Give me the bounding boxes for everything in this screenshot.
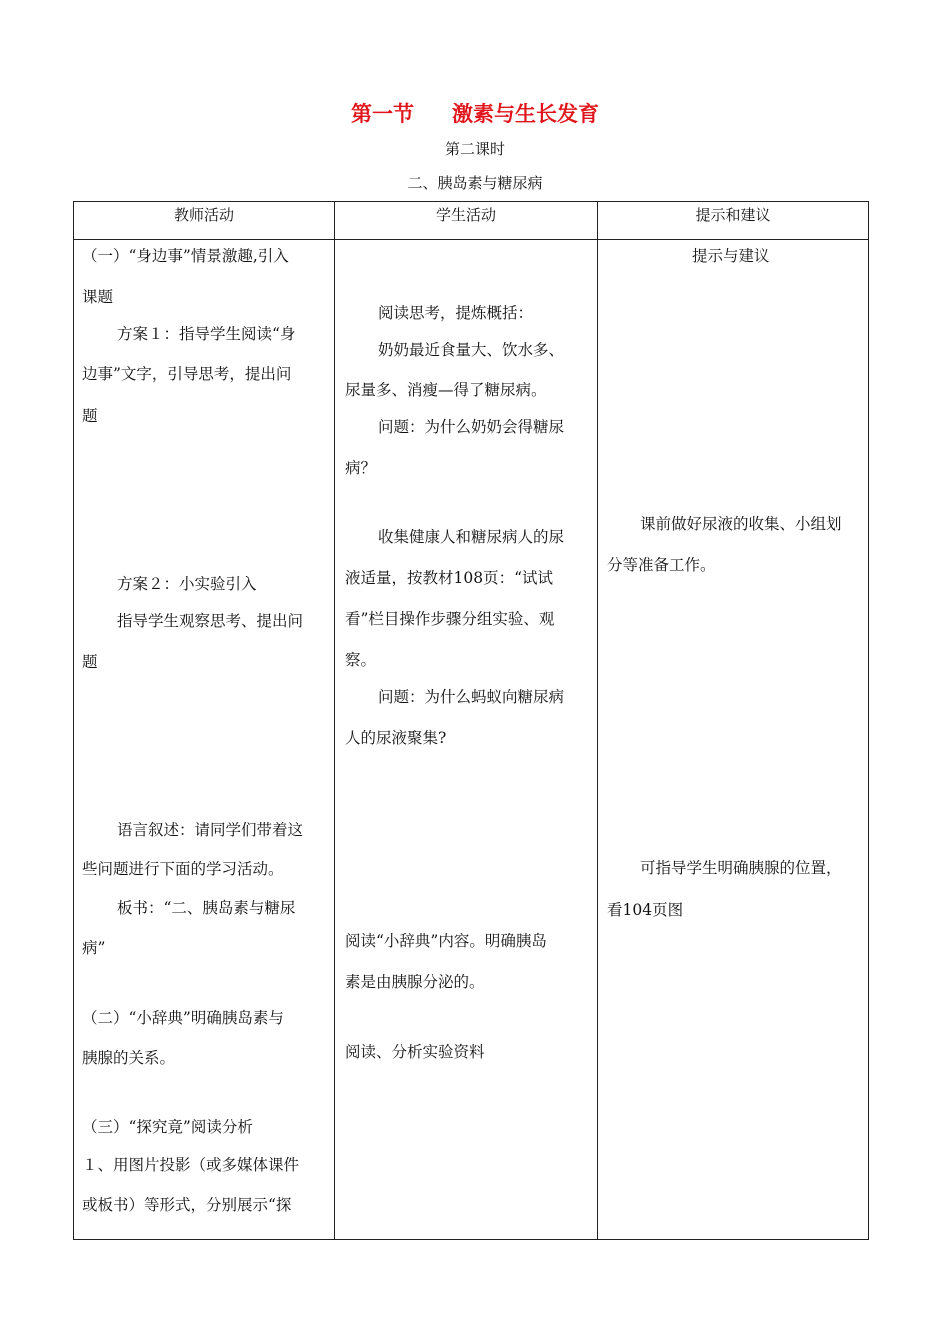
section-heading: 二、胰岛素与糖尿病 [407,174,543,192]
teacher-line: 方案２：小实验引入 [117,575,257,593]
table-border-left [73,201,74,1240]
teacher-line: 方案１：指导学生阅读“身 [117,325,296,343]
student-line: 阅读思考，提炼概括： [378,304,534,322]
hint-line: 可指导学生明确胰腺的位置， [640,859,842,877]
student-line: 素是由胰腺分泌的。 [345,973,485,991]
student-line: 病？ [345,459,377,477]
student-line: 问题：为什么蚂蚁向糖尿病 [378,688,565,706]
teacher-line: 指导学生观察思考、提出问 [117,612,304,630]
teacher-line: 些问题进行下面的学习活动。 [82,860,284,878]
teacher-line: 或板书）等形式，分别展示“探 [82,1196,292,1214]
teacher-line: 胰腺的关系。 [82,1049,176,1067]
teacher-line: 题 [82,653,98,671]
teacher-line: 题 [82,407,98,425]
teacher-line: （一）“身边事”情景激趣,引入 [82,247,289,265]
hint-line: 分等准备工作。 [607,556,716,574]
table-border-right [868,201,869,1240]
document-title [0,98,950,128]
student-line: 奶奶最近食量大、饮水多、 [378,341,565,359]
hint-line: 看104页图 [607,901,684,919]
lesson-period: 第二课时 [444,140,505,158]
student-line: 液适量，按教材108页：“试试 [345,569,554,587]
student-line: 阅读“小辞典”内容。明确胰岛 [345,932,547,950]
teacher-line: 病” [82,939,106,957]
student-line: 阅读、分析实验资料 [345,1043,485,1061]
teacher-line: 板书：“二、胰岛素与糖尿 [117,899,296,917]
header-teacher-activity: 教师活动 [173,206,234,224]
table-header-divider [73,239,869,240]
student-line: 看”栏目操作步骤分组实验、观 [345,610,555,628]
student-line: 人的尿液聚集? [345,729,447,747]
title-topic: 激素与生长发育 [452,102,599,126]
teacher-line: （三）“探究竟”阅读分析 [82,1118,253,1136]
student-line: 察。 [345,651,377,669]
teacher-line: １、用图片投影（或多媒体课件 [82,1156,300,1174]
teacher-line: （二）“小辞典”明确胰岛素与 [82,1009,284,1027]
teacher-line: 边事”文字，引导思考，提出问 [82,365,292,383]
hint-line: 课前做好尿液的收集、小组划 [640,515,842,533]
table-column-divider-2 [597,201,598,1240]
header-student-activity: 学生活动 [435,206,496,224]
table-border-bottom [73,1239,869,1240]
student-line: 尿量多、消瘦—得了糖尿病。 [345,381,547,399]
table-border-top [73,201,869,202]
student-line: 收集健康人和糖尿病人的尿 [378,528,565,546]
student-line: 问题：为什么奶奶会得糖尿 [378,418,565,436]
title-section: 第一节 [351,102,414,126]
hints-heading: 提示与建议 [692,247,770,265]
table-column-divider-1 [334,201,335,1240]
header-hints: 提示和建议 [695,206,771,224]
teacher-line: 课题 [82,288,114,306]
teacher-line: 语言叙述：请同学们带着这 [117,821,304,839]
